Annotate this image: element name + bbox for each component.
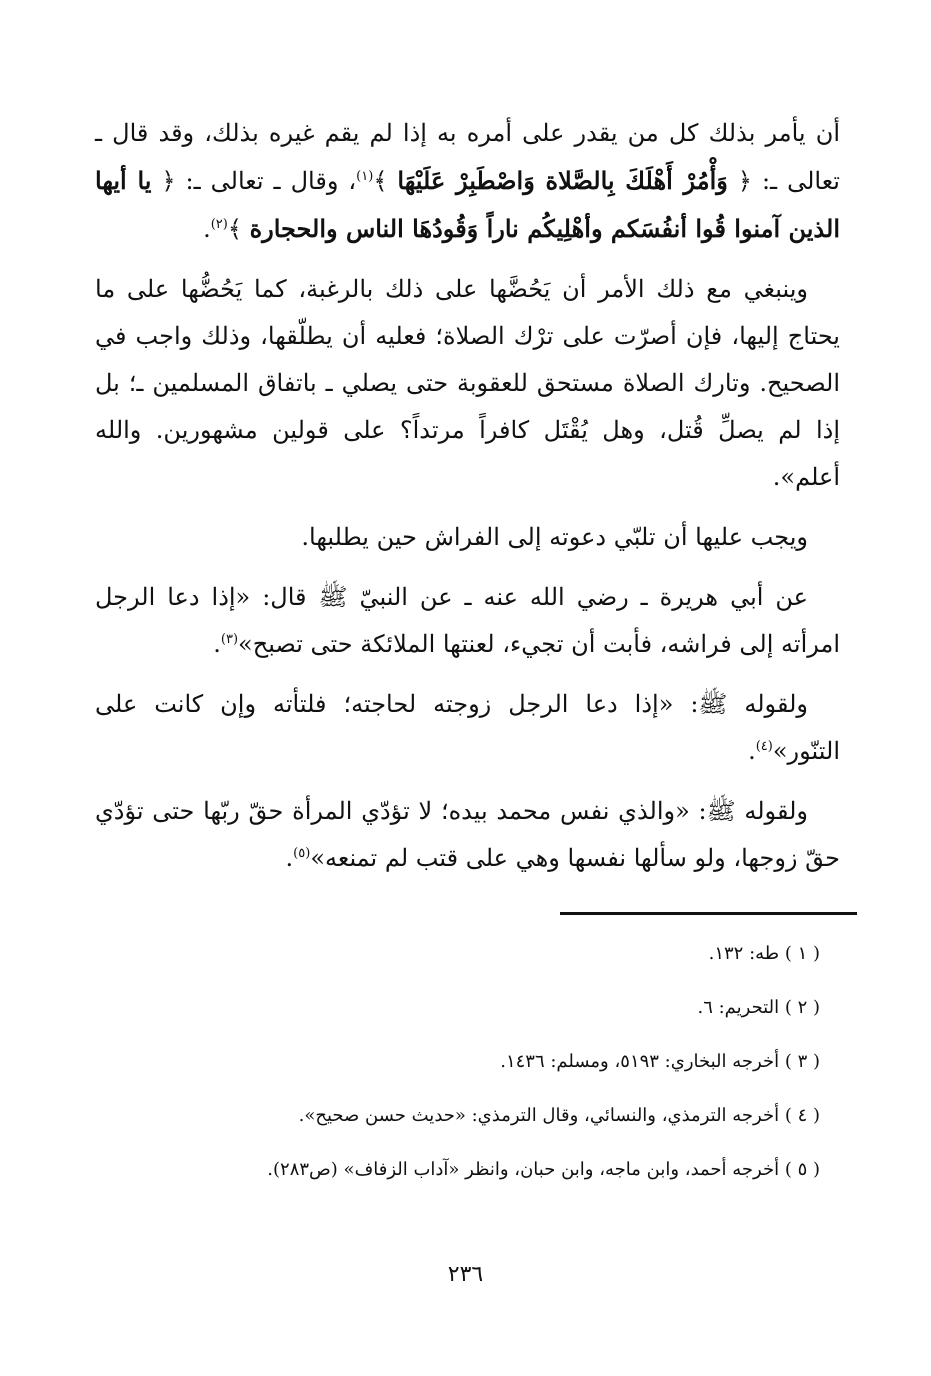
footnote-ref: (١) bbox=[356, 169, 374, 184]
text-run: ولقوله ﷺ: «والذي نفس محمد بيده؛ لا تؤدّي المرأة حقّ ربّها حتى تؤدّي حقّ زوجها، ولو سألها نفسها وهي على قتب لم تمنعه» bbox=[95, 797, 840, 872]
text-run: ﴾ bbox=[227, 215, 250, 243]
footnote-ref: (٥) bbox=[293, 846, 311, 861]
footnote-ref: (٢) bbox=[210, 217, 228, 232]
footnote: ( ٥ ) أخرجه أحمد، وابن ماجه، وابن حبان، وانظر «آداب الزفاف» (ص٢٨٣). bbox=[267, 1159, 820, 1180]
footnote: ( ٢ ) التحريم: ٦. bbox=[697, 997, 820, 1018]
footnote: ( ١ ) طه: ١٣٢. bbox=[708, 943, 820, 964]
paragraph bbox=[95, 110, 840, 253]
text-run: ﴾ bbox=[373, 167, 398, 195]
footnote-ref: (٣) bbox=[220, 632, 239, 647]
paragraph bbox=[95, 514, 840, 561]
text-run: ويجب عليها أن تلبّي دعوته إلى الفراش حين يطلبها. bbox=[301, 523, 808, 551]
text-run: أن يأمر بذلك كل من يقدر على أمره به إذا لم يقم غيره بذلك، وقد قال ـ تعالى ـ: ﴿ bbox=[95, 119, 840, 195]
quran-verse: يا أيها الذين آمنوا قُوا أنفُسَكم وأهْلِيكُم ناراً وَقُودُهَا الناس والحجارة bbox=[95, 166, 840, 243]
main-text bbox=[95, 110, 840, 895]
footnote: ( ٣ ) أخرجه البخاري: ٥١٩٣، ومسلم: ١٤٣٦. bbox=[500, 1051, 820, 1072]
paragraph bbox=[95, 266, 840, 501]
footnote-divider bbox=[560, 912, 857, 915]
quran-verse: وَأْمُرْ أَهْلَكَ بِالصَّلاة وَاصْطَبِرْ عَلَيْهَا bbox=[397, 166, 728, 195]
footnotes bbox=[95, 940, 820, 1210]
paragraph bbox=[95, 574, 840, 668]
text-run: ، وقال ـ تعالى ـ: ﴿ bbox=[151, 167, 357, 195]
text-run: ولقوله ﷺ: «إذا دعا الرجل زوجته لحاجته؛ فلتأته وإن كانت على التنّور» bbox=[95, 690, 840, 765]
text-run: . bbox=[213, 630, 221, 658]
text-run: عن أبي هريرة ـ رضي الله عنه ـ عن النبيّ ﷺ قال: «إذا دعا الرجل امرأته إلى فراشه، فأبت أن تجيء، لعنتها الملائكة حتى تصبح» bbox=[95, 583, 840, 658]
paragraph bbox=[95, 788, 840, 882]
footnote: ( ٤ ) أخرجه الترمذي، والنسائي، وقال الترمذي: «حديث حسن صحيح». bbox=[298, 1105, 820, 1126]
footnote-ref: (٤) bbox=[755, 739, 773, 754]
paragraph bbox=[95, 681, 840, 775]
text-run: . bbox=[203, 215, 211, 243]
text-run: . bbox=[285, 844, 294, 872]
text-run: . bbox=[748, 737, 756, 765]
page-number: ٢٣٦ bbox=[447, 1262, 484, 1287]
text-run: وينبغي مع ذلك الأمر أن يَحُضَّها على ذلك بالرغبة، كما يَحُضُّها على ما يحتاج إليها، فإن أصرّت على ترْك الصلاة؛ فعليه أن يطلّقها، وذلك واجب في الصحيح. وتارك الصلاة مستحق للعقوبة حتى يصلي ـ باتفاق المسلمين ـ؛ بل إذا لم يصلِّ قُتل، وهل يُقْتَل كافراً مرتداً؟ على قولين مشهورين. والله أعلم». bbox=[95, 275, 840, 491]
